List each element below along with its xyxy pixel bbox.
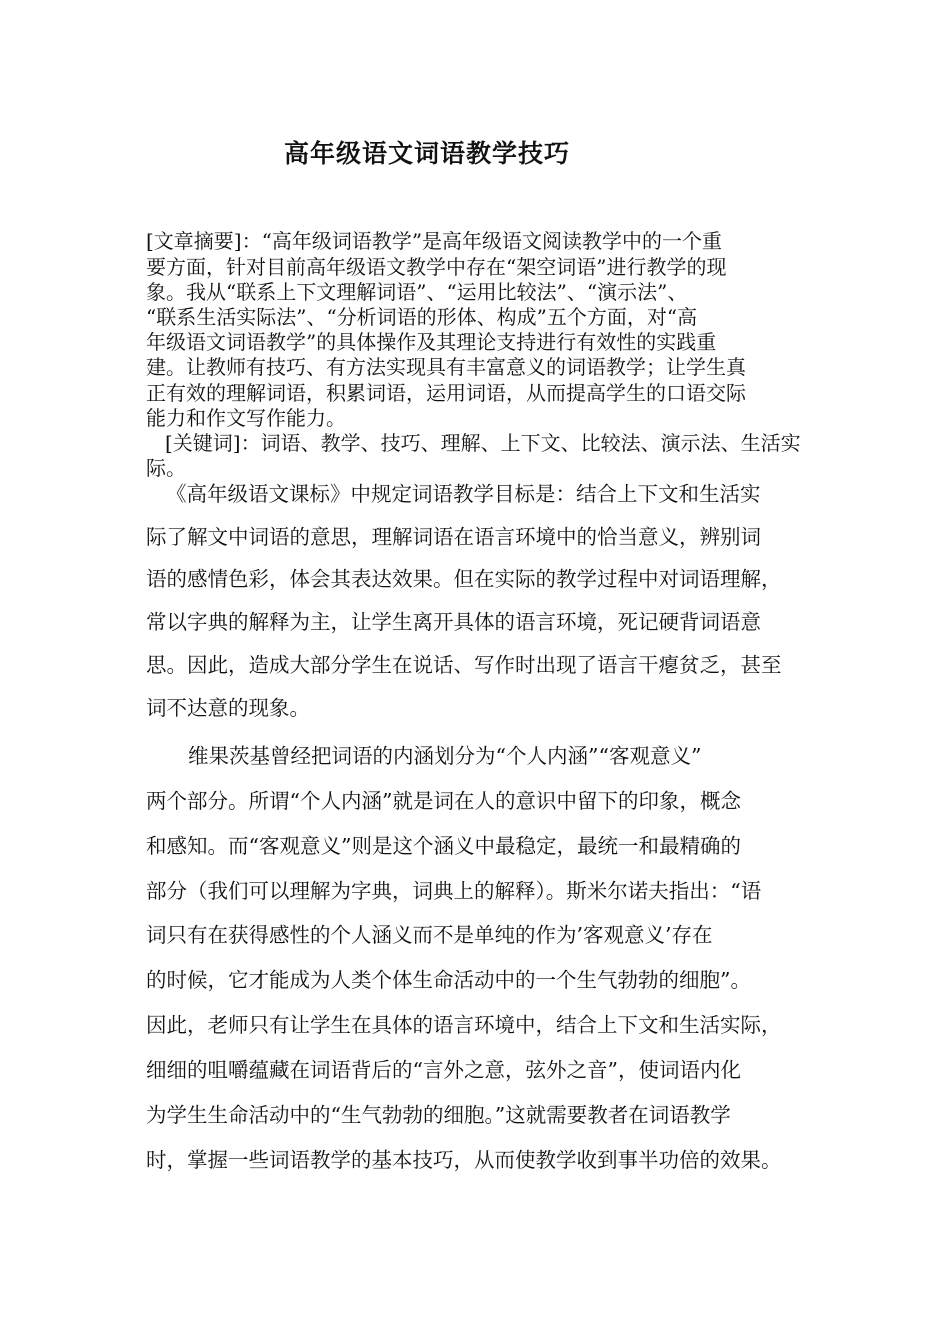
abstract-line: 象。我从“联系上下文理解词语”、“运用比较法”、“演示法”、: [146, 280, 688, 304]
abstract-line: 年级语文词语教学”的具体操作及其理论支持进行有效性的实践重: [146, 330, 717, 354]
paragraph-line: 部分（我们可以理解为字典，词典上的解释）。斯米尔诺夫指出：“语: [146, 879, 762, 903]
paragraph-line: 细细的咀嚼蕴藏在词语背后的“言外之意，弦外之音”，使词语内化: [146, 1058, 741, 1082]
paragraph-line: 维果茨基曾经把词语的内涵划分为“个人内涵”“客观意义”: [188, 744, 702, 768]
paragraph-line: 两个部分。所谓“个人内涵”就是词在人的意识中留下的印象，概念: [146, 789, 741, 813]
paragraph-line: 的时候，它才能成为人类个体生命活动中的一个生气勃勃的细胞”。: [146, 968, 751, 992]
paragraph-line: 词只有在获得感性的个人涵义而不是单纯的作为’客观意义’存在: [146, 923, 713, 947]
keywords-line: 际。: [146, 456, 186, 480]
paragraph-line: 因此，老师只有让学生在具体的语言环境中，结合上下文和生活实际，: [146, 1013, 782, 1037]
abstract-line: “联系生活实际法”、“分析词语的形体、构成”五个方面，对“高: [146, 305, 698, 329]
abstract-line: 建。让教师有技巧、有方法实现具有丰富意义的词语教学；让学生真: [146, 355, 746, 379]
paragraph-line: 词不达意的现象。: [146, 696, 310, 720]
paragraph-line: 《高年级语文课标》中规定词语教学目标是：结合上下文和生活实: [166, 482, 761, 506]
paragraph-line: 际了解文中词语的意思，理解词语在语言环境中的恰当意义，辨别词: [146, 525, 761, 549]
abstract-line: 能力和作文写作能力。: [146, 406, 346, 430]
abstract-line: 正有效的理解词语，积累词语，运用词语，从而提高学生的口语交际: [146, 381, 746, 405]
abstract-line: [文章摘要]：“高年级词语教学”是高年级语文阅读教学中的一个重: [146, 229, 723, 253]
paragraph-line: 常以字典的解释为主，让学生离开具体的语言环境，死记硬背词语意: [146, 610, 761, 634]
paragraph-line: 思。因此，造成大部分学生在说话、写作时出现了语言干瘪贫乏，甚至: [146, 653, 782, 677]
abstract-line: 要方面，针对目前高年级语文教学中存在“架空词语”进行教学的现: [146, 255, 727, 279]
paragraph-line: 时，掌握一些词语教学的基本技巧，从而使教学收到事半功倍的效果。: [146, 1148, 782, 1172]
paragraph-line: 和感知。而“客观意义”则是这个涵义中最稳定，最统一和最精确的: [146, 834, 741, 858]
paragraph-line: 为学生生命活动中的“生气勃勃的细胞。”这就需要教者在词语教学: [146, 1103, 731, 1127]
paragraph-line: 语的感情色彩，体会其表达效果。但在实际的教学过程中对词语理解，: [146, 567, 782, 591]
document-title: 高年级语文词语教学技巧: [284, 139, 571, 168]
keywords-line: [关键词]：词语、教学、技巧、理解、上下文、比较法、演示法、生活实: [165, 431, 801, 455]
